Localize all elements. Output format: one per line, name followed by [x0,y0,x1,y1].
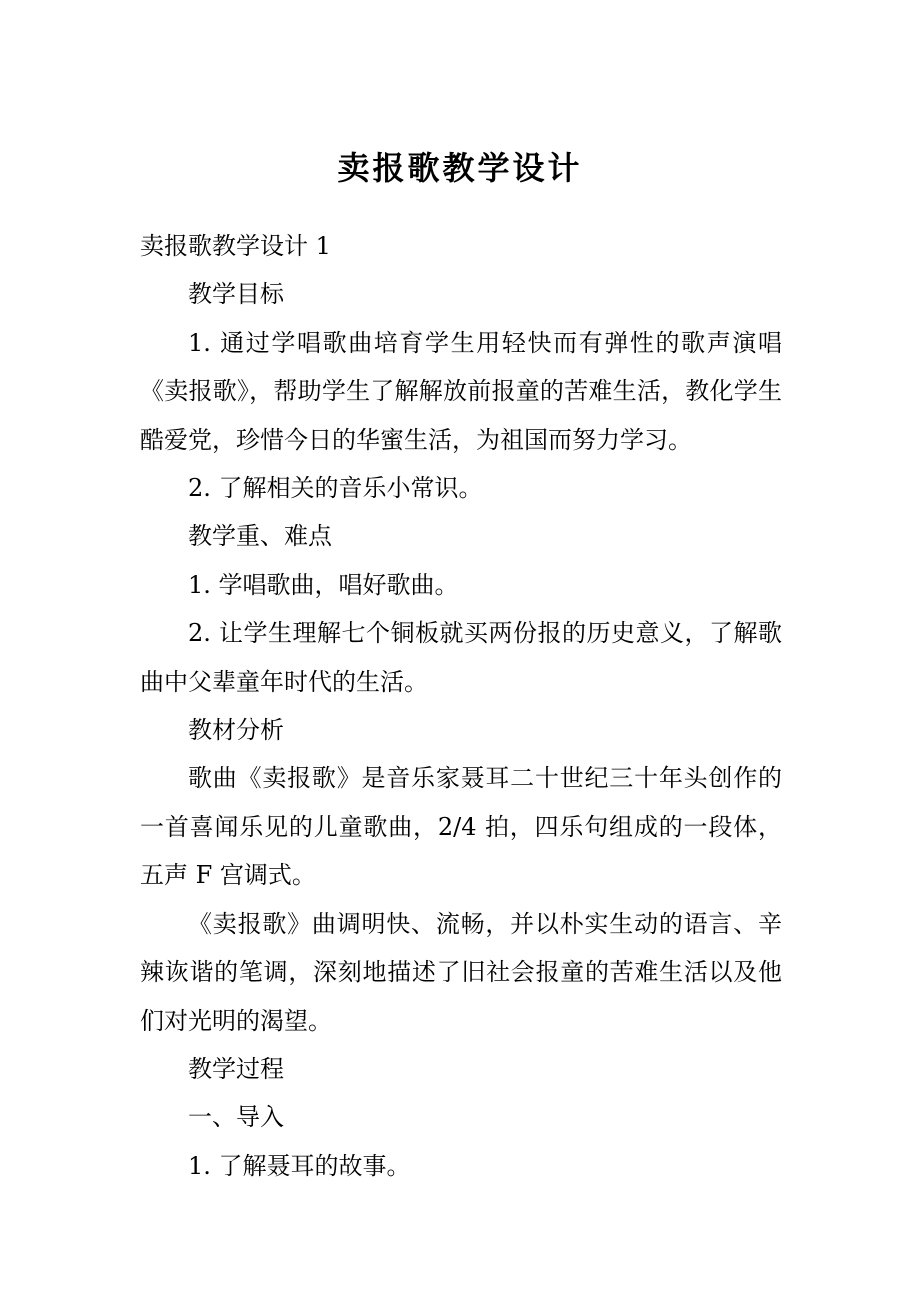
section-heading: 卖报歌教学设计 1 [140,232,331,260]
paragraph: 1. 通过学唱歌曲培育学生用轻快而有弹性的歌声演唱《卖报歌》，帮助学生了解解放前报童的苦难生活，教化学生酷爱党，珍惜今日的华蜜生活，为祖国而努力学习。 [140,328,782,454]
paragraph: 2. 了解相关的音乐小常识。 [188,474,483,503]
paragraph: 一、导入 [188,1103,284,1132]
document-title: 卖报歌教学设计 [337,149,583,187]
document-body [140,222,782,1190]
paragraph: 教学重、难点 [188,522,332,551]
paragraph: 教学目标 [188,280,284,309]
paragraph: 1. 学唱歌曲，唱好歌曲。 [188,570,459,599]
paragraph: 2. 让学生理解七个铜板就买两份报的历史意义，了解歌曲中父辈童年时代的生活。 [140,619,782,696]
paragraph: 1. 了解聂耳的故事。 [188,1151,411,1180]
paragraph: 歌曲《卖报歌》是音乐家聂耳二十世纪三十年头创作的一首喜闻乐见的儿童歌曲，2/4 拍，四乐句组成的一段体，五声 F 宫调式。 [140,764,782,890]
paragraph: 《卖报歌》曲调明快、流畅，并以朴实生动的语言、辛辣诙谐的笔调，深刻地描述了旧社会报童的苦难生活以及他们对光明的渴望。 [140,909,782,1035]
paragraph: 教学过程 [188,1054,284,1083]
paragraph: 教材分析 [188,716,284,745]
